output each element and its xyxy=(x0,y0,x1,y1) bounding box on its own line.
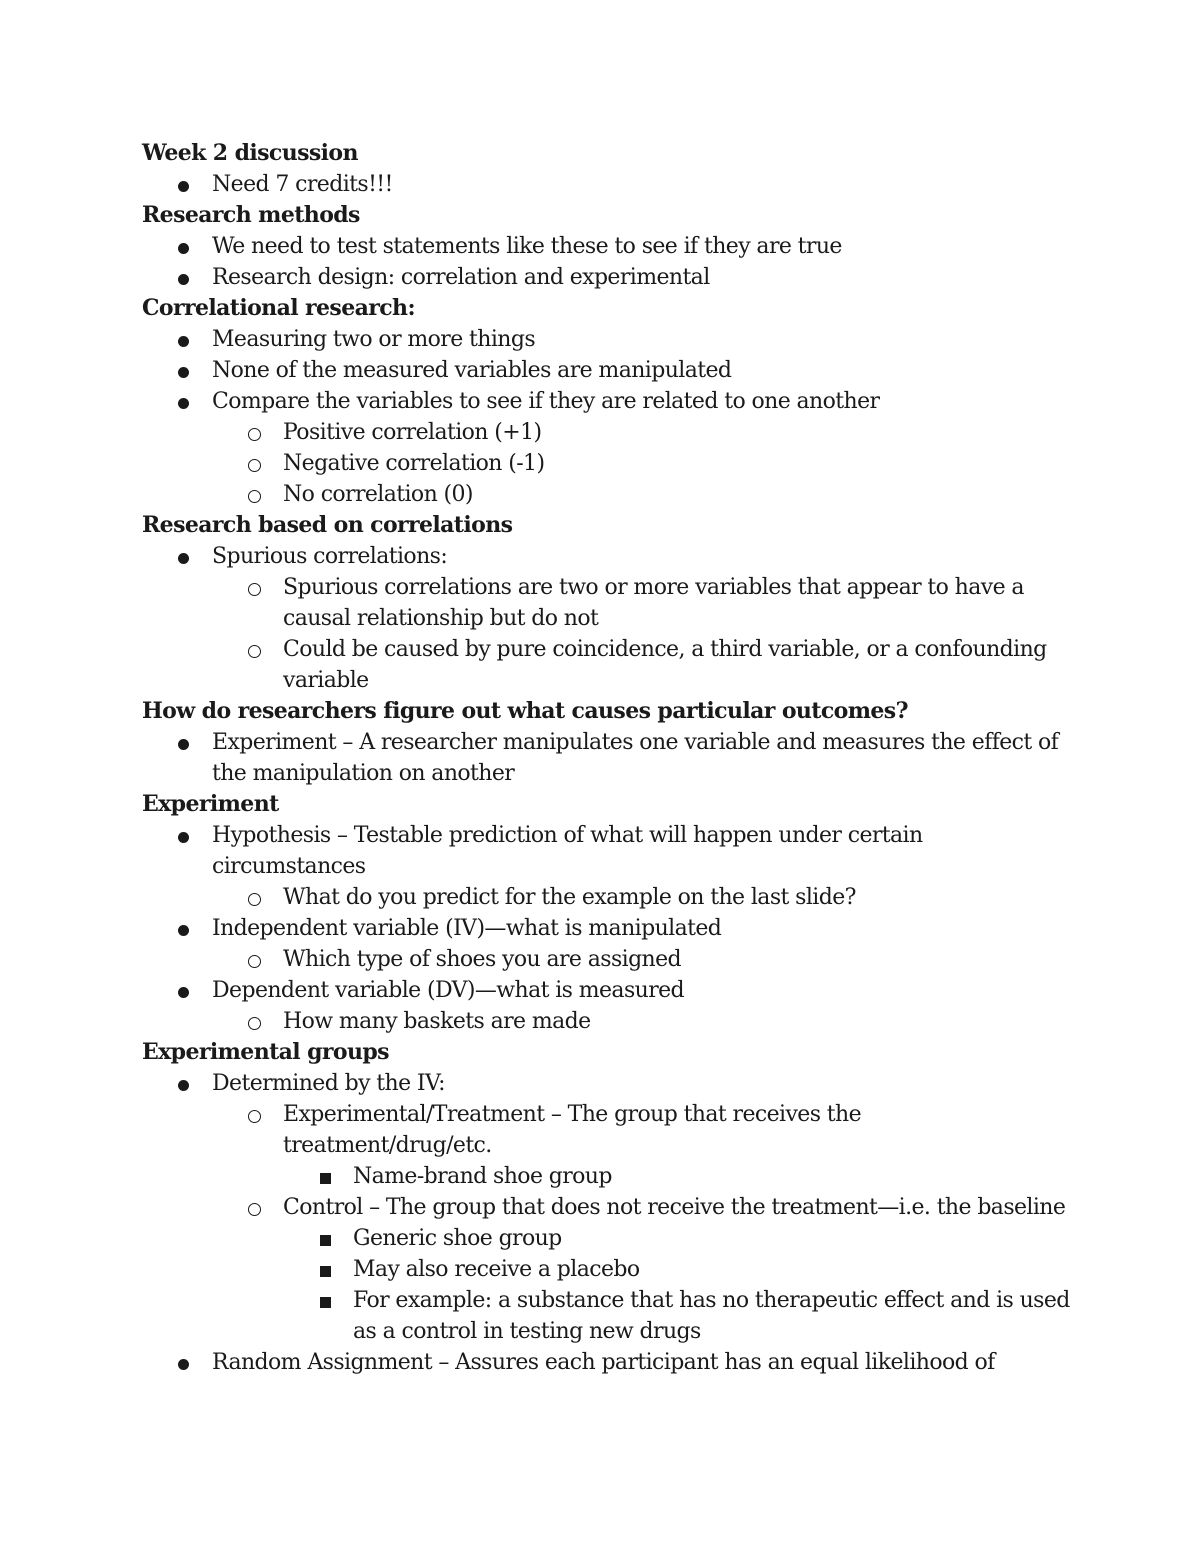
filled-circle-bullet-icon xyxy=(178,541,198,572)
list-item xyxy=(142,634,1072,696)
list-item xyxy=(142,727,1072,789)
list-item xyxy=(142,1192,1072,1223)
list-item-text: Need 7 credits!!! xyxy=(212,172,393,197)
list-item xyxy=(142,1254,1072,1285)
list-item xyxy=(142,1285,1072,1347)
filled-circle-bullet-icon xyxy=(178,975,198,1006)
list-item xyxy=(142,1099,1072,1161)
hollow-circle-bullet-icon xyxy=(248,882,268,913)
list-item-text: Measuring two or more things xyxy=(212,327,536,352)
list-item xyxy=(142,975,1072,1006)
list-item-text: Spurious correlations: xyxy=(212,544,448,569)
notes-content xyxy=(142,138,1072,1378)
list-item-text: For example: a substance that has no therapeutic effect and is used as a control in testing new drugs xyxy=(353,1288,1070,1344)
hollow-circle-bullet-icon xyxy=(248,634,268,665)
list-item-text: What do you predict for the example on the last slide? xyxy=(283,885,856,910)
list-item xyxy=(142,479,1072,510)
filled-circle-bullet-icon xyxy=(178,727,198,758)
list-item-text: Dependent variable (DV)—what is measured xyxy=(212,978,685,1003)
list-item-text: Compare the variables to see if they are related to one another xyxy=(212,389,880,414)
hollow-circle-bullet-icon xyxy=(248,1099,268,1130)
list-item xyxy=(142,882,1072,913)
list-item xyxy=(142,262,1072,293)
filled-circle-bullet-icon xyxy=(178,913,198,944)
list-item xyxy=(142,944,1072,975)
list-item xyxy=(142,324,1072,355)
list-item xyxy=(142,448,1072,479)
hollow-circle-bullet-icon xyxy=(248,1192,268,1223)
filled-square-bullet-icon xyxy=(320,1254,340,1285)
list-item-text: Generic shoe group xyxy=(353,1226,562,1251)
list-item-text: No correlation (0) xyxy=(283,482,473,507)
list-item-text: Name-brand shoe group xyxy=(353,1164,612,1189)
list-item xyxy=(142,572,1072,634)
list-item xyxy=(142,355,1072,386)
filled-square-bullet-icon xyxy=(320,1161,340,1192)
section-heading: Correlational research: xyxy=(142,295,415,321)
list-item xyxy=(142,169,1072,200)
section-heading: Research methods xyxy=(142,202,360,228)
list-item xyxy=(142,417,1072,448)
list-item xyxy=(142,913,1072,944)
filled-circle-bullet-icon xyxy=(178,1068,198,1099)
list-item-text: Control – The group that does not receive the treatment—i.e. the baseline xyxy=(283,1195,1066,1220)
list-item xyxy=(142,1223,1072,1254)
list-item xyxy=(142,1006,1072,1037)
list-item xyxy=(142,386,1072,417)
section-heading: Experiment xyxy=(142,791,279,817)
list-item-text: Could be caused by pure coincidence, a third variable, or a confounding variable xyxy=(283,637,1047,693)
section-heading: How do researchers figure out what causes particular outcomes? xyxy=(142,698,908,724)
list-item xyxy=(142,1347,1072,1378)
hollow-circle-bullet-icon xyxy=(248,448,268,479)
section-heading: Research based on correlations xyxy=(142,512,513,538)
list-item-text: Spurious correlations are two or more variables that appear to have a causal relationship but do not xyxy=(283,575,1024,631)
filled-circle-bullet-icon xyxy=(178,169,198,200)
section-heading: Week 2 discussion xyxy=(142,140,358,166)
list-item-text: Experiment – A researcher manipulates one variable and measures the effect of the manipulation on another xyxy=(212,730,1059,786)
list-item-text: Determined by the IV: xyxy=(212,1071,445,1096)
filled-circle-bullet-icon xyxy=(178,262,198,293)
list-item xyxy=(142,231,1072,262)
list-item-text: None of the measured variables are manipulated xyxy=(212,358,732,383)
list-item-text: Independent variable (IV)—what is manipulated xyxy=(212,916,722,941)
list-item xyxy=(142,541,1072,572)
list-item-text: Research design: correlation and experimental xyxy=(212,265,710,290)
filled-circle-bullet-icon xyxy=(178,324,198,355)
list-item-text: May also receive a placebo xyxy=(353,1257,640,1282)
list-item-text: How many baskets are made xyxy=(283,1009,591,1034)
list-item-text: Experimental/Treatment – The group that receives the treatment/drug/etc. xyxy=(283,1102,862,1158)
filled-square-bullet-icon xyxy=(320,1285,340,1316)
list-item-text: Random Assignment – Assures each participant has an equal likelihood of xyxy=(212,1350,995,1375)
filled-circle-bullet-icon xyxy=(178,1347,198,1378)
filled-square-bullet-icon xyxy=(320,1223,340,1254)
hollow-circle-bullet-icon xyxy=(248,479,268,510)
list-item-text: Negative correlation (-1) xyxy=(283,451,545,476)
filled-circle-bullet-icon xyxy=(178,820,198,851)
list-item-text: We need to test statements like these to see if they are true xyxy=(212,234,842,259)
list-item-text: Which type of shoes you are assigned xyxy=(283,947,682,972)
filled-circle-bullet-icon xyxy=(178,355,198,386)
hollow-circle-bullet-icon xyxy=(248,417,268,448)
list-item-text: Positive correlation (+1) xyxy=(283,420,542,445)
filled-circle-bullet-icon xyxy=(178,231,198,262)
hollow-circle-bullet-icon xyxy=(248,1006,268,1037)
hollow-circle-bullet-icon xyxy=(248,944,268,975)
list-item xyxy=(142,1161,1072,1192)
list-item xyxy=(142,1068,1072,1099)
filled-circle-bullet-icon xyxy=(178,386,198,417)
section-heading: Experimental groups xyxy=(142,1039,389,1065)
hollow-circle-bullet-icon xyxy=(248,572,268,603)
list-item xyxy=(142,820,1072,882)
list-item-text: Hypothesis – Testable prediction of what will happen under certain circumstances xyxy=(212,823,923,879)
